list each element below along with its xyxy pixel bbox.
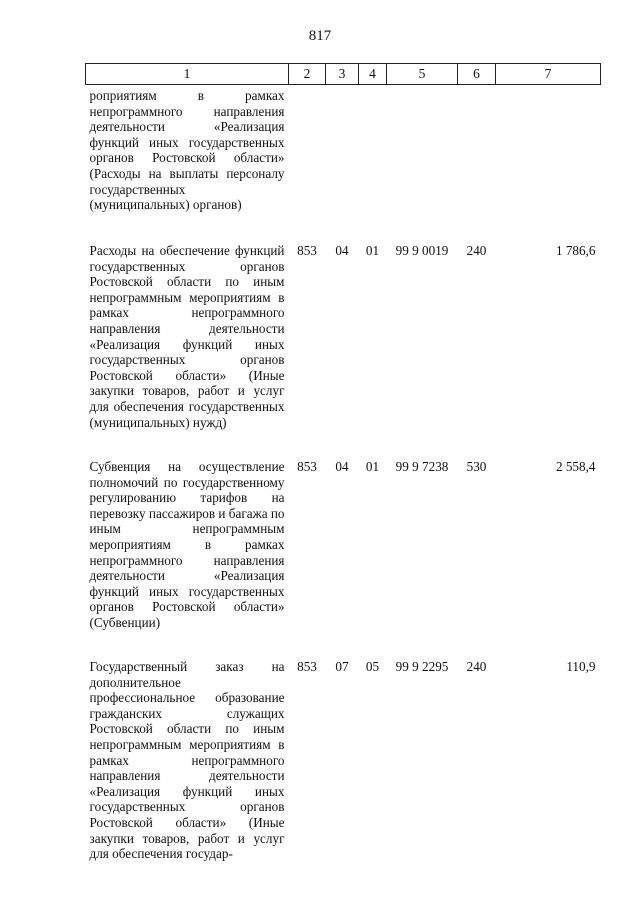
row-vr: 530 [466,459,487,474]
column-header-2: 2 [289,64,326,85]
row-vr: 240 [466,659,487,674]
row-amount: 110,9 [566,659,596,674]
column-header-1: 1 [86,64,289,85]
table-header [86,64,601,85]
row-rz: 04 [335,243,349,258]
row-csr [387,85,458,240]
table-row [86,85,601,240]
row-pr: 01 [365,459,380,474]
row-description: Субвенция на осуществление полномочий по государственному регулированию тарифов на перевозку пассажиров и багажа по иным непрограммным мероприятиям в рамках непрограммного направления деятельности «Реализация функций иных государственных органов Ростовской области» (Субвенции) [89,459,285,630]
row-pr: 05 [365,659,380,674]
row-vr: 240 [466,243,487,258]
row-csr: 99 9 0019 [395,243,449,258]
header-row [86,64,601,85]
row-pr [359,85,387,240]
row-pr: 01 [365,243,380,258]
row-description: роприятиям в рамках непрограммного направления деятельности «Реализация функций иных государственных органов Ростовской области» (Расходы на выплаты персоналу государственных (муниципальных) органов) [89,88,285,213]
table-row [86,455,601,655]
table-body [86,85,601,870]
column-header-3: 3 [326,64,359,85]
row-description: Расходы на обеспечение функций государственных органов Ростовской области по иным непрограммным мероприятиям в рамках непрограммного направления деятельности «Реализация функций иных государственных органов Ростовской области» (Иные закупки товаров, работ и услуг для обеспечения государственных (муниципальных) нужд) [89,243,285,430]
row-amount [496,85,601,240]
table-row [86,239,601,455]
row-vr [458,85,496,240]
column-header-5: 5 [387,64,458,85]
row-description: Государственный заказ на дополнительное профессиональное образование гражданских служащих Ростовской области по иным непрограммным мероприятиям в рамках непрограммного направления деятельности «Реализация функций иных государственных органов Ростовской области» (Иные закупки товаров, работ и услуг для обеспечения государ- [89,659,285,862]
row-amount: 1 786,6 [555,243,596,258]
row-rz: 07 [335,659,349,674]
row-csr: 99 9 7238 [395,459,449,474]
row-gr: 853 [297,659,317,674]
row-rz [326,85,359,240]
column-header-6: 6 [458,64,496,85]
page-number: 817 [308,28,332,44]
row-rz: 04 [335,459,349,474]
column-header-7: 7 [496,64,601,85]
column-header-4: 4 [359,64,387,85]
row-gr: 853 [297,243,317,258]
row-amount: 2 558,4 [555,459,596,474]
row-csr: 99 9 2295 [395,659,449,674]
table-row [86,655,601,869]
row-gr [289,85,326,240]
budget-table [85,63,601,869]
row-gr: 853 [297,459,317,474]
